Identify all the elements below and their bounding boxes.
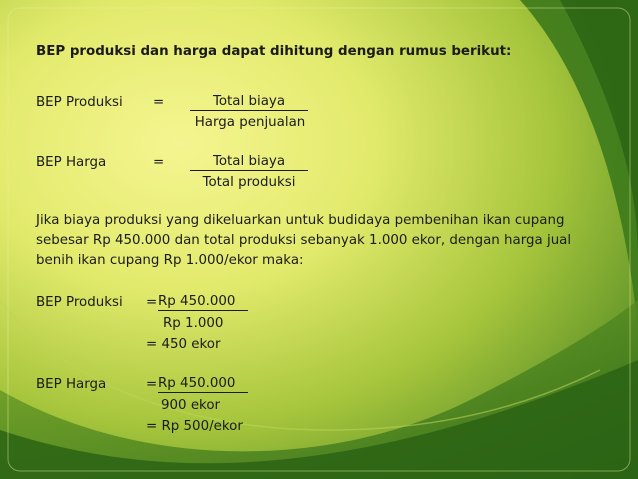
formula-harga-label: BEP Harga xyxy=(36,155,107,170)
calc-harga-equals: = xyxy=(146,377,158,392)
calc-produksi-numerator: Rp 450.000 xyxy=(158,294,248,311)
calc-produksi-equals: = xyxy=(146,295,158,310)
formula-harga-equals: = xyxy=(153,155,165,170)
formula-harga-denominator: Total produksi xyxy=(202,175,296,190)
formula-produksi-numerator: Total biaya xyxy=(190,94,308,111)
calc-harga-numerator: Rp 450.000 xyxy=(158,376,248,393)
calc-harga-result: = Rp 500/ekor xyxy=(146,419,243,434)
calc-harga-denominator: 900 ekor xyxy=(161,398,221,413)
calc-produksi-denominator: Rp 1.000 xyxy=(163,316,224,331)
formula-produksi-label: BEP Produksi xyxy=(36,95,123,110)
slide-title: BEP produksi dan harga dapat dihitung dengan rumus berikut: xyxy=(36,44,512,59)
formula-produksi-denominator: Harga penjualan xyxy=(194,115,306,130)
calc-produksi-result: = 450 ekor xyxy=(146,337,221,352)
calc-harga-label: BEP Harga xyxy=(36,377,107,392)
formula-produksi-equals: = xyxy=(153,95,165,110)
formula-harga-numerator: Total biaya xyxy=(190,154,308,171)
example-paragraph: Jika biaya produksi yang dikeluarkan untuk budidaya pembenihan ikan cupang sebesar Rp 450.000 dan total produksi sebanyak 1.000 ekor, dengan harga jual benih ikan cupang Rp 1.000/ekor maka: xyxy=(36,213,572,268)
calc-produksi-label: BEP Produksi xyxy=(36,295,123,310)
